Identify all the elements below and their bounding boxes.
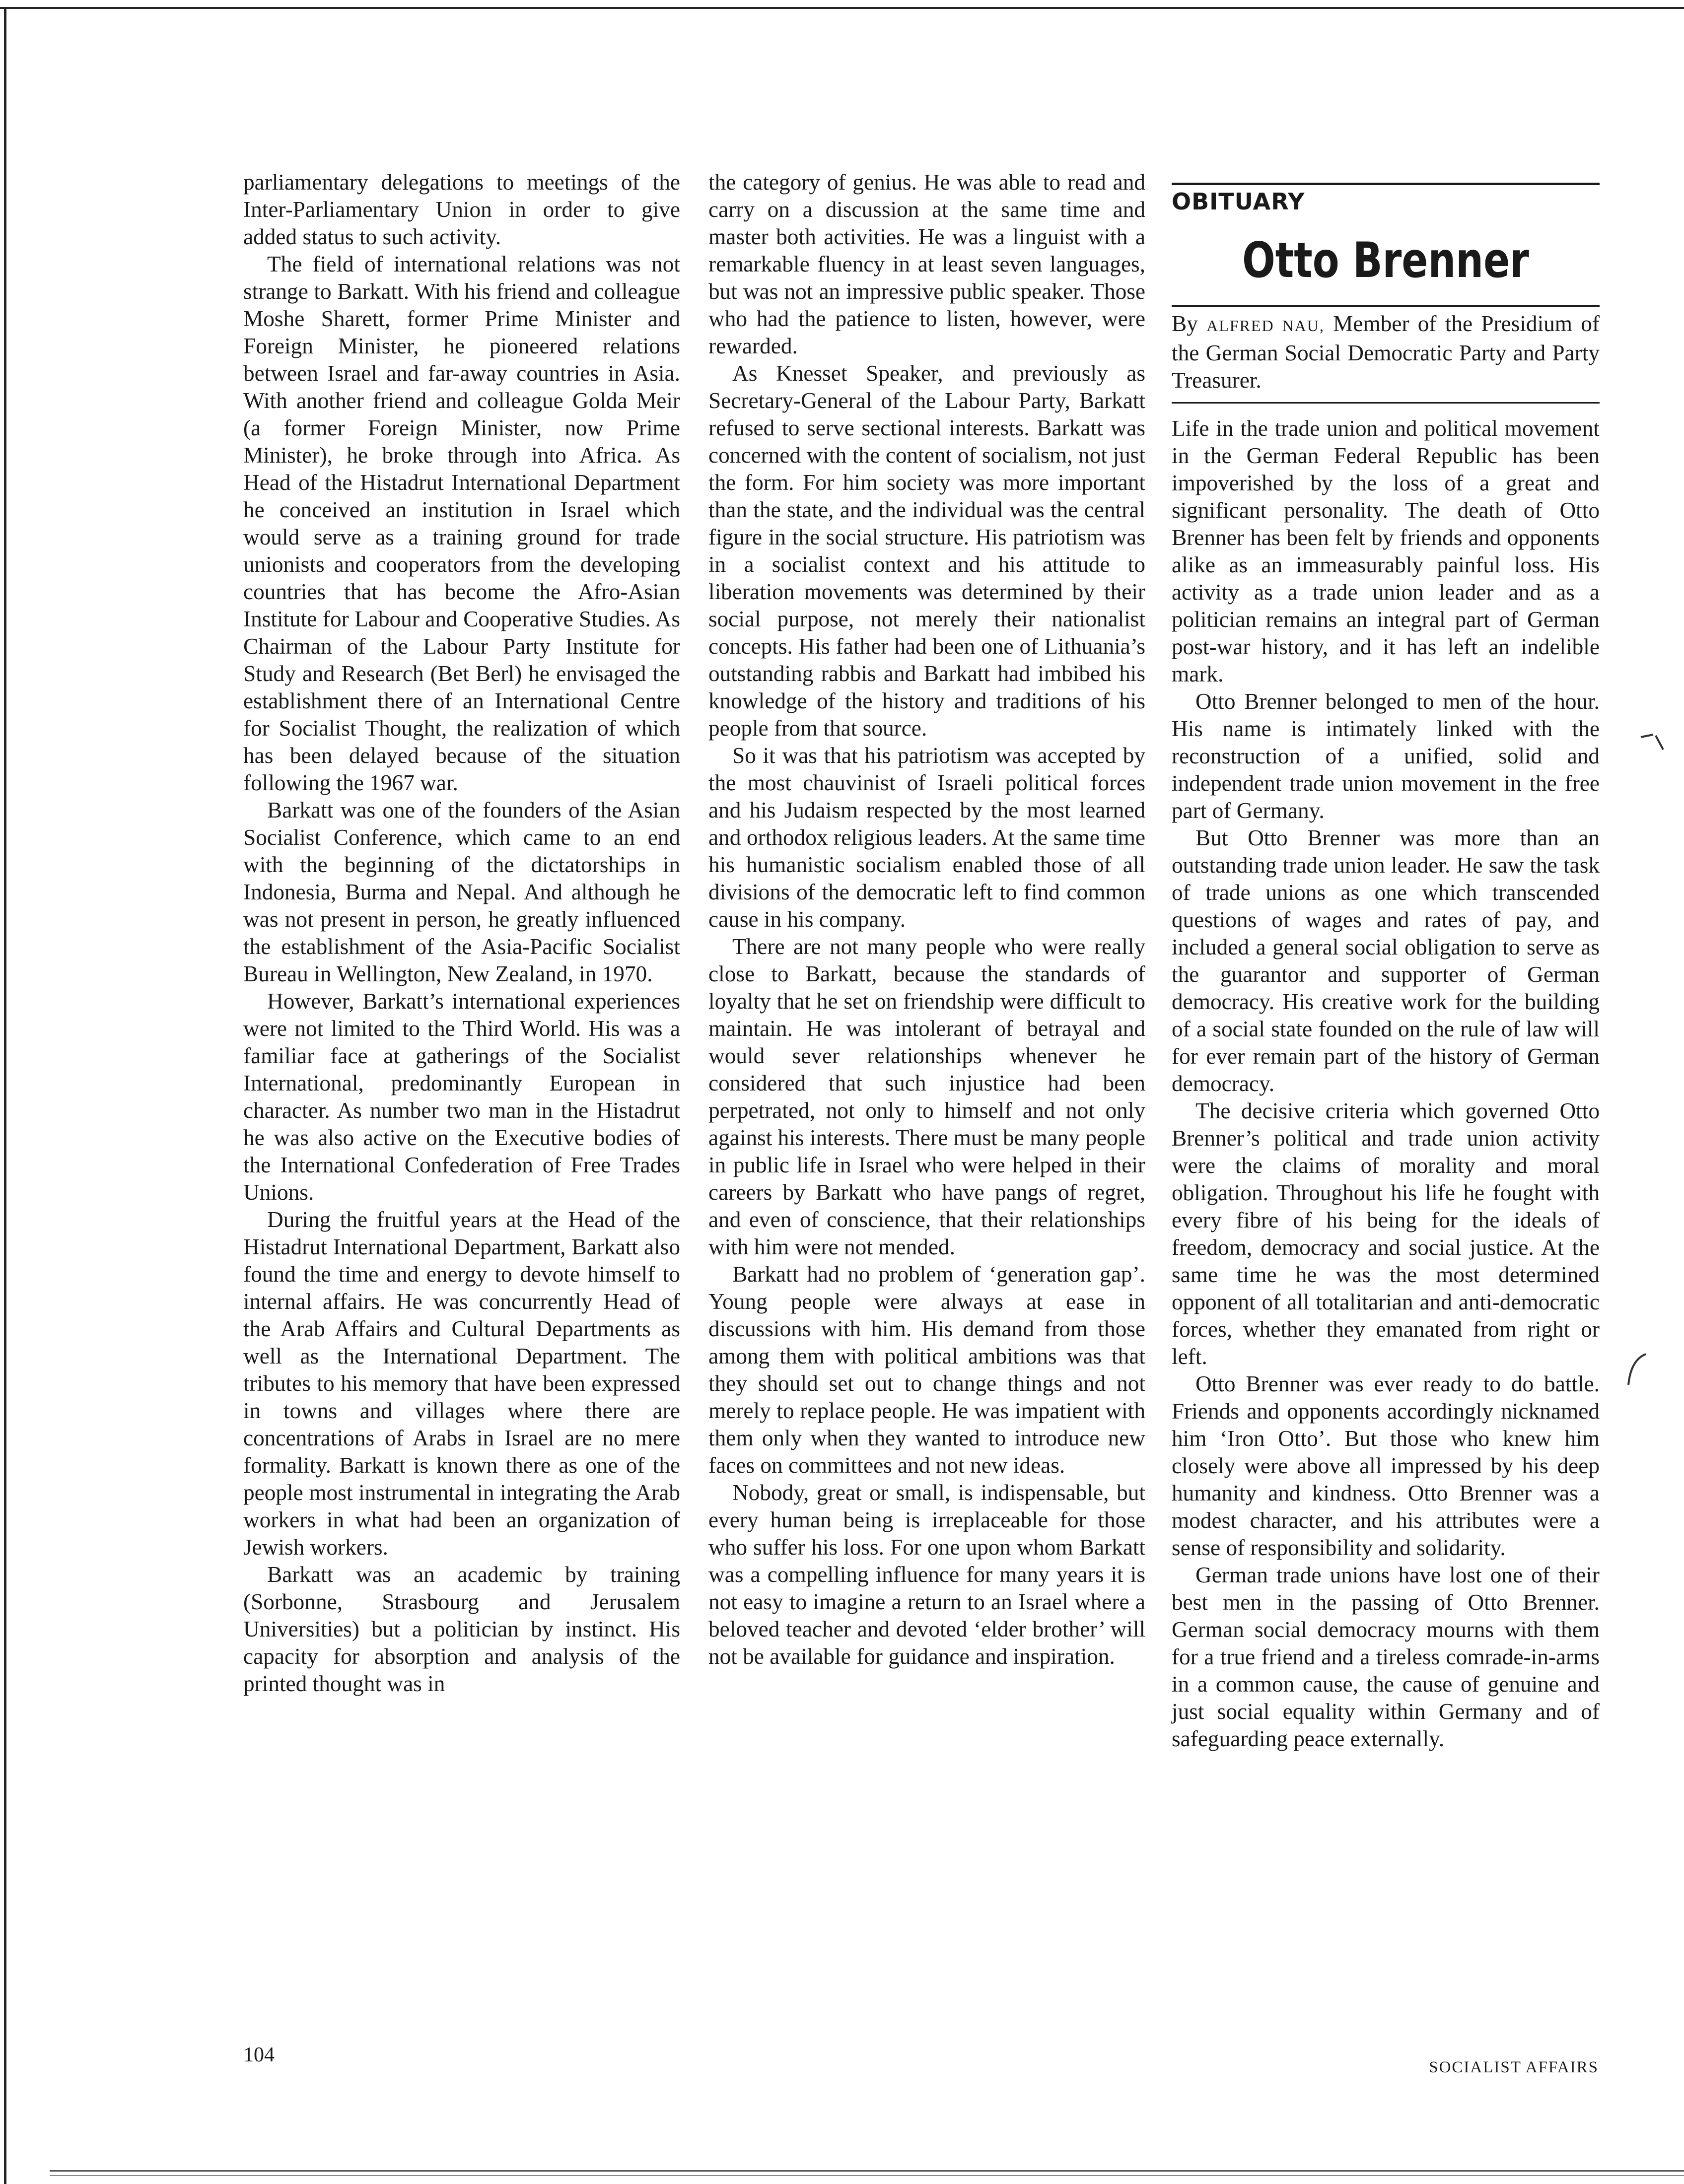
scan-edge-bottom-secondary	[50, 2175, 1684, 2176]
paragraph: Otto Brenner belonged to men of the hour. His name is intimately linked with the reconstruction of a unified, solid and independent trade union movement in the free part of Germany.	[1172, 689, 1600, 823]
byline-prefix: By	[1172, 311, 1198, 336]
paragraph: Barkatt had no problem of ‘generation gap’. Young people were always at ease in discussions with him. His demand from those among them with political ambitions was that they should set out to change things and not merely to replace people. He was impatient with them only when they wanted to introduce new faces on committees and not new ideas.	[708, 1262, 1145, 1478]
byline	[1172, 310, 1600, 394]
scan-edge-top	[0, 7, 1684, 9]
paragraph: So it was that his patriotism was accepted by the most chauvinist of Israeli political forces and his Judaism respected by the most learned and orthodox religious leaders. At the same time his humanistic socialism enabled those of all divisions of the democratic left to find common cause in his company.	[708, 743, 1145, 932]
byline-description: Member of the Presidium of the German Social Democratic Party and Party Treasurer.	[1172, 311, 1600, 393]
paragraph: There are not many people who were really close to Barkatt, because the standards of loyalty that he set on friendship were difficult to maintain. He was intolerant of betrayal and would sever relationships whenever he considered that such injustice had been perpetrated, not only to himself and not only against his interests. There must be many people in public life in Israel who were helped in their careers by Barkatt who have pangs of regret, and even of conscience, that their relationships with him were not mended.	[708, 934, 1145, 1259]
paragraph: Life in the trade union and political movement in the German Federal Republic has been impoverished by the loss of a great and significant personality. The death of Otto Brenner has been felt by friends and opponents alike as an immeasurably painful loss. His activity as a trade union leader and as a politician remains an integral part of German post-war history, and it has left an indelible mark.	[1172, 416, 1600, 686]
paragraph: The field of international relations was not strange to Barkatt. With his friend and colleague Moshe Sharett, former Prime Minister and Foreign Minister, he pioneered relations between Israel and far-away countries in Asia. With another friend and colleague Golda Meir (a former Foreign Minister, now Prime Minister), he broke through into Africa. As Head of the Histadrut International Department he conceived an institution in Israel which would serve as a training ground for trade unionists and cooperators from the developing countries that has become the Afro-Asian Institute for Labour and Cooperative Studies. As Chairman of the Labour Party Institute for Study and Research (Bet Berl) he envisaged the establishment there of an International Centre for Socialist Thought, the realization of which has been delayed because of the situation following the 1967 war.	[243, 252, 680, 795]
obituary-column	[1172, 415, 1600, 1753]
paragraph: However, Barkatt’s international experiences were not limited to the Third World. His was a familiar face at gatherings of the Socialist International, predominantly European in character. As number two man in the Histadrut he was also active on the Executive bodies of the International Confederation of Free Trades Unions.	[243, 989, 680, 1205]
paragraph: German trade unions have lost one of their best men in the passing of Otto Brenner. German social democracy mourns with them for a true friend and a tireless comrade-in-arms in a common cause, the cause of genuine and just social equality within Germany and of safeguarding peace externally.	[1172, 1563, 1600, 1751]
running-title: SOCIALIST AFFAIRS	[1429, 2058, 1599, 2076]
paragraph: During the fruitful years at the Head of the Histadrut International Department, Barkatt also found the time and energy to devote himself to internal affairs. He was concurrently Head of the Arab Affairs and Cultural Departments as well as the International Department. The tributes to his memory that have been expressed in towns and villages where there are concentrations of Arabs in Israel are no mere formality. Barkatt is known there as one of the people most instrumental in integrating the Arab workers in what had been an organization of Jewish workers.	[243, 1207, 680, 1560]
scan-bracket-icon	[1623, 1350, 1653, 1390]
obituary-top-rule	[1172, 183, 1600, 185]
paragraph: Barkatt was an academic by training (Sorbonne, Strasbourg and Jerusalem Universities) but a politician by instinct. His capacity for absorption and analysis of the printed thought was in	[243, 1562, 680, 1696]
byline-rule	[1172, 402, 1600, 404]
scan-edge-left	[4, 7, 6, 2184]
paragraph: Nobody, great or small, is indispensable, but every human being is irreplaceable for those who suffer his loss. For one upon whom Barkatt was a compelling influence for many years it is not easy to imagine a return to an Israel where a beloved teacher and devoted ‘elder brother’ will not be available for guidance and inspiration.	[708, 1480, 1145, 1669]
paragraph: the category of genius. He was able to read and carry on a discussion at the same time and master both activities. He was a linguist with a remarkable fluency in at least seven languages, but was not an impressive public speaker. Those who had the patience to listen, however, were rewarded.	[708, 170, 1145, 358]
article-column-1	[243, 169, 680, 1698]
scan-edge-bottom	[50, 2170, 1684, 2172]
byline-author: ALFRED NAU,	[1206, 317, 1325, 335]
article-column-2	[708, 169, 1145, 1670]
paragraph: The decisive criteria which governed Otto Brenner’s political and trade union activity were the claims of morality and moral obligation. Throughout his life he fought with every fibre of his being for the ideals of freedom, democracy and social justice. At the same time he was the most determined opponent of all totalitarian and anti-democratic forces, whether they emanated from right or left.	[1172, 1098, 1600, 1369]
scan-mark-icon	[1638, 730, 1668, 759]
page-number: 104	[243, 2044, 275, 2066]
headline-rule	[1172, 305, 1600, 307]
section-kicker: OBITUARY	[1172, 188, 1305, 215]
paragraph: As Knesset Speaker, and previously as Secretary-General of the Labour Party, Barkatt refused to serve sectional interests. Barkatt was concerned with the content of socialism, not just the form. For him society was more important than the state, and the individual was the central figure in the social structure. His patriotism was in a socialist context and his attitude to liberation movements was determined by their social purpose, not merely their nationalist concepts. His father had been one of Lithuania’s outstanding rabbis and Barkatt had imbibed his knowledge of the history and traditions of his people from that source.	[708, 361, 1145, 741]
paragraph: parliamentary delegations to meetings of the Inter-Parliamentary Union in order to give added status to such activity.	[243, 170, 680, 249]
paragraph: But Otto Brenner was more than an outstanding trade union leader. He saw the task of trade unions as one which transcended questions of wages and rates of pay, and included a general social obligation to serve as the guarantor and supporter of German democracy. His creative work for the building of a social state founded on the rule of law will for ever remain part of the history of German democracy.	[1172, 825, 1600, 1096]
obituary-headline: Otto Brenner	[1242, 232, 1529, 289]
paragraph: Barkatt was one of the founders of the Asian Socialist Conference, which came to an end with the beginning of the dictatorships in Indonesia, Burma and Nepal. And although he was not present in person, he greatly influenced the establishment of the Asia-Pacific Socialist Bureau in Wellington, New Zealand, in 1970.	[243, 798, 680, 986]
paragraph: Otto Brenner was ever ready to do battle. Friends and opponents accordingly nicknamed him ‘Iron Otto’. But those who knew him closely were above all impressed by his deep humanity and kindness. Otto Brenner was a modest character, and his attributes were a sense of responsibility and solidarity.	[1172, 1371, 1600, 1560]
